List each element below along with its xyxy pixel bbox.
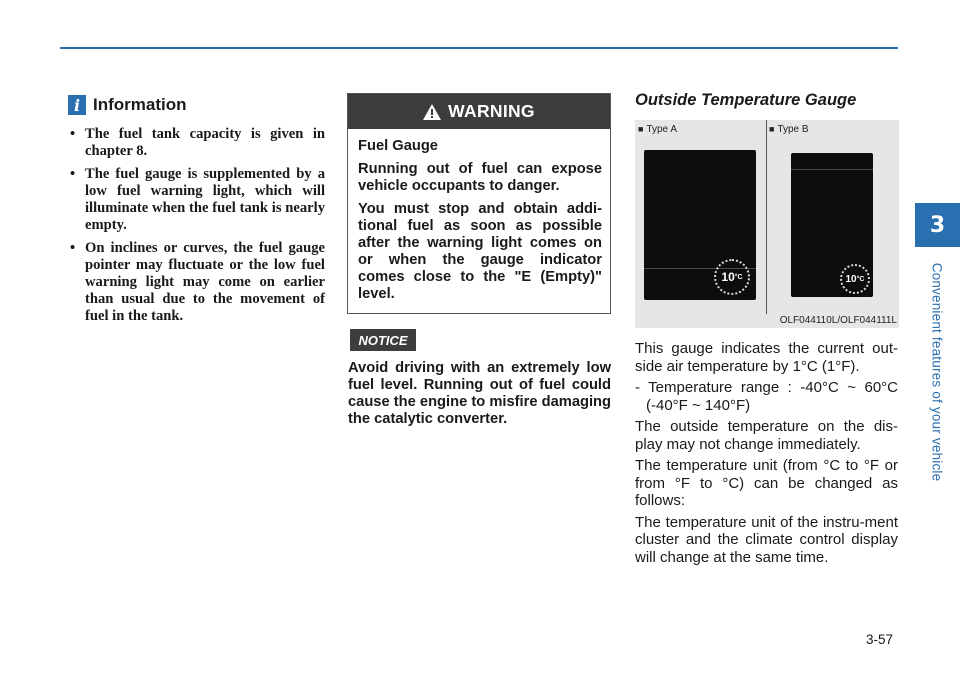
square-bullet-icon: ■ <box>638 124 644 134</box>
header-rule <box>60 47 898 49</box>
gauge-figure <box>635 120 899 314</box>
warning-body <box>348 129 610 303</box>
information-list <box>68 126 325 331</box>
warning-paragraph: Running out of fuel can expose vehicle occupants to danger. <box>358 161 602 194</box>
chapter-title: Convenient features of your vehicle <box>929 262 945 482</box>
chapter-number: 3 <box>929 212 946 238</box>
warning-title: WARNING <box>448 101 535 121</box>
cluster-display-a <box>644 150 756 300</box>
type-a-label: ■ Type A <box>638 124 678 135</box>
page-number: 3-57 <box>866 632 894 647</box>
notice-badge: NOTICE <box>350 329 416 351</box>
notice-text: Avoid driving with an extremely low fuel level. Running out of fuel could cause the engine to misfire damaging the catalytic converter. <box>348 360 611 427</box>
temperature-gauge-icon: 10 °C <box>714 259 750 295</box>
cluster-display-b <box>791 153 873 297</box>
list-item: • On inclines or curves, the fuel gauge pointer may fluctuate or the low fuel warning light may come on earlier than usual due to the movement of fuel in the tank. <box>68 240 325 325</box>
figure-panel-type-a <box>635 120 766 314</box>
body-paragraph: The outside temperature on the dis-play may not change immediately. <box>635 418 898 453</box>
body-paragraph: The temperature unit of the instru-ment cluster and the climate control display will change at the same time. <box>635 513 898 566</box>
figure-caption: OLF044110L/OLF044111L <box>779 315 897 326</box>
gauge-description <box>635 340 898 570</box>
information-heading <box>68 95 187 115</box>
warning-triangle-icon <box>423 104 441 120</box>
list-item: • The fuel gauge is supplemented by a low fuel warning light, which will illuminate when the fuel tank is nearly empty. <box>68 166 325 234</box>
figure-panel-type-b <box>766 120 899 314</box>
chapter-number-tab[interactable] <box>915 203 960 247</box>
type-b-label: ■ Type B <box>769 124 809 135</box>
warning-header <box>348 94 610 129</box>
warning-subtitle: Fuel Gauge <box>358 138 438 154</box>
information-title: Information <box>93 95 187 114</box>
square-bullet-icon: ■ <box>769 124 775 134</box>
list-item: • The fuel tank capacity is given in chapter 8. <box>68 126 325 160</box>
temperature-gauge-icon: 10 °C <box>840 264 870 294</box>
section-title: Outside Temperature Gauge <box>635 91 857 109</box>
body-paragraph: The temperature unit (from °C to °F or from °F to °C) can be changed as follows: <box>635 457 898 509</box>
body-paragraph: This gauge indicates the current out-side air temperature by 1°C (1°F). <box>635 340 898 375</box>
figure-caption-bar <box>635 314 899 328</box>
body-paragraph: - Temperature range : -40°C ~ 60°C (-40°F ~ 140°F) <box>635 379 898 414</box>
info-icon: i <box>68 95 86 115</box>
warning-box <box>347 93 611 314</box>
warning-paragraph: You must stop and obtain addi-tional fuel as soon as possible after the warning light comes on or when the gauge indicator comes close to the "E (Empty)" level. <box>358 201 602 302</box>
